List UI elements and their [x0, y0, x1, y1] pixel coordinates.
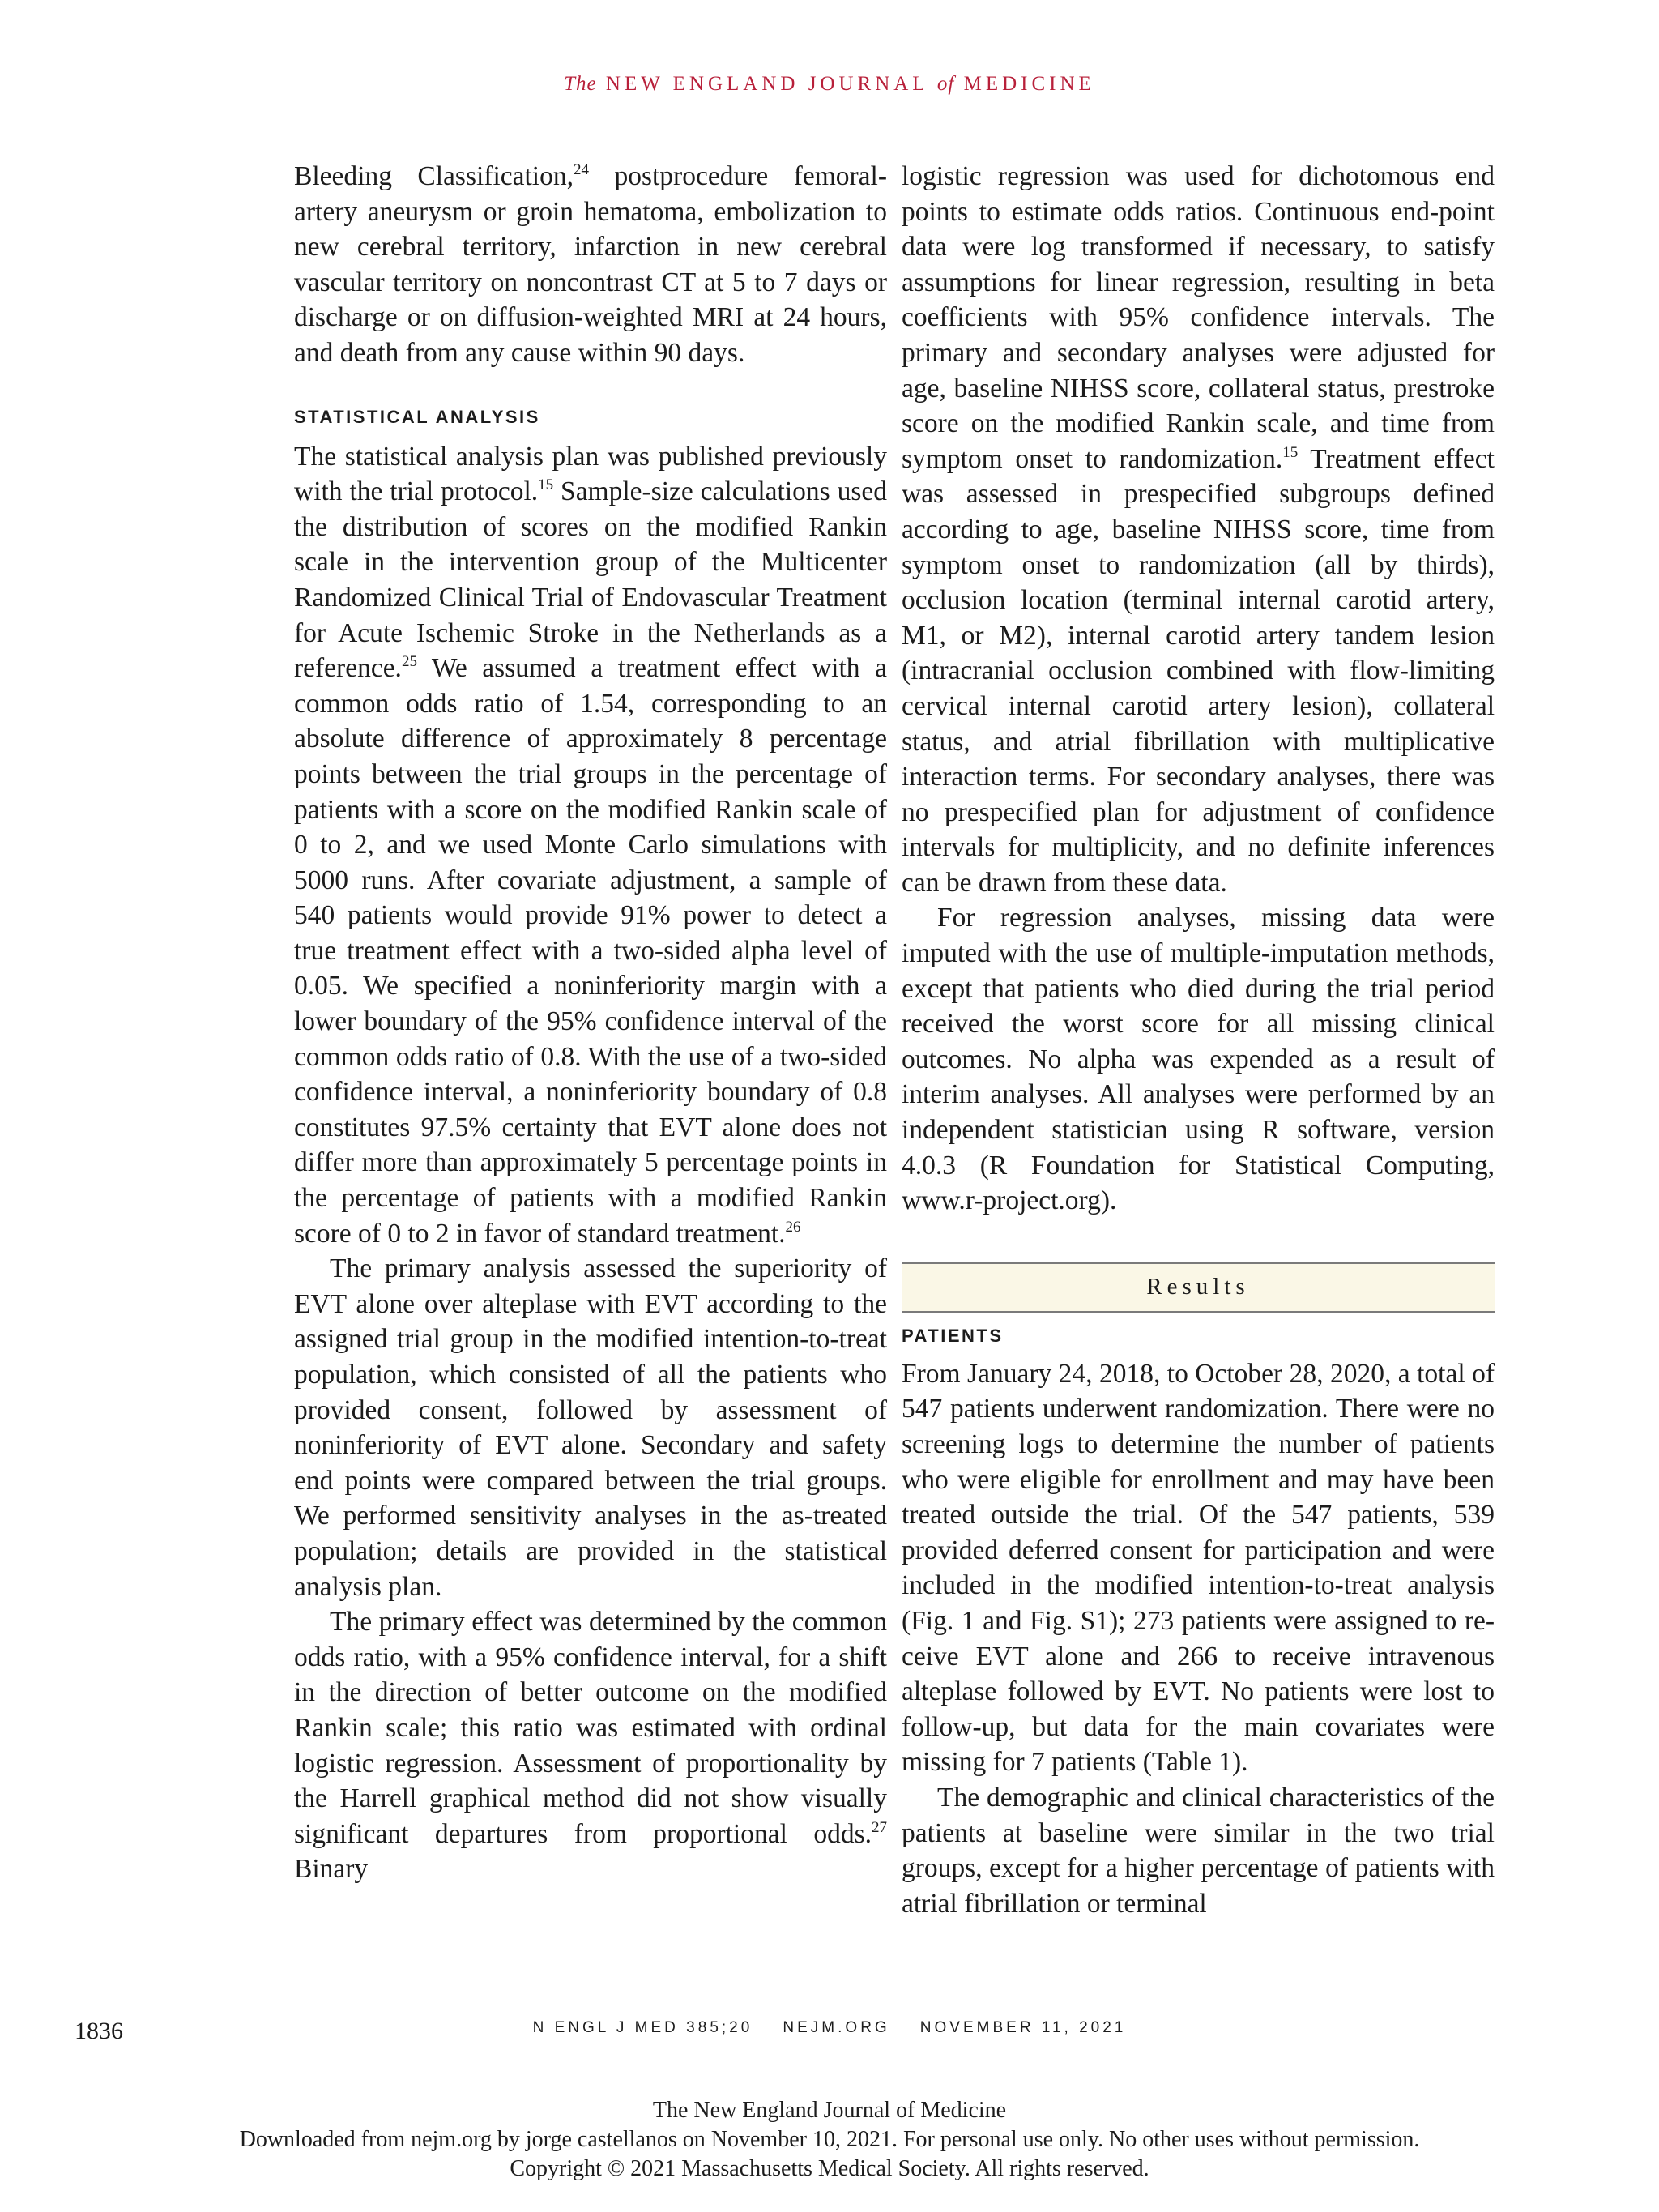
- running-head-of: of: [936, 73, 955, 95]
- paragraph-missing-data: For regression analyses, missing data were imputed with the use of multiple-imputation methods, except that patients who died during the trial period received the worst score for all missing clinical outcomes. No alpha was expended as a result of interim analyses. All analyses were performed by an independent statistician using R software, version 4.0.3 (R Foundation for Statistical Computing, www.r-project.org).: [902, 903, 1495, 1216]
- reference-26: 26: [785, 1218, 801, 1236]
- download-copyright: Copyright © 2021 Massachusetts Medical Society. All rights reserved.: [510, 2156, 1149, 2181]
- text: Treatment effect was assessed in prespecified subgroups defined according to age, baseline NIHSS score, time from symptom onset to randomization (all by thirds), occlusion location (terminal internal carotid artery, M1, or M2), internal carotid artery tandem lesion (intracranial occlusion combined with flow-limiting cervical internal carotid artery lesion), collateral status, and atrial fibrillation with multiplicative interaction terms. For secondary analyses, there was no prespecified plan for adjustment of confidence intervals for multiplicity, and no definite inferences can be drawn from these data.: [902, 443, 1495, 898]
- download-journal-name: The New England Journal of Medicine: [652, 2098, 1007, 2123]
- reference-15: 15: [1282, 443, 1299, 461]
- page-number: 1836: [75, 2018, 123, 2044]
- reference-15: 15: [538, 476, 554, 494]
- paragraph-baseline-characteristics: The demographic and clinical characteristics of the patients at baseline were similar in the two trial groups, except for a higher percentage of patients with atrial fibrillation or terminal: [902, 1782, 1495, 1919]
- reference-27: 27: [872, 1818, 887, 1836]
- paragraph-primary-effect: [294, 1604, 887, 1887]
- running-head: [0, 73, 1659, 96]
- paragraph-logistic-regression: [902, 159, 1495, 900]
- paragraph-statistical-plan: [294, 439, 887, 1252]
- text: The statistical analysis plan was published previously with the trial protocol.: [294, 441, 887, 507]
- running-head-the: The: [564, 73, 597, 95]
- paragraph-primary-analysis: The primary analysis assessed the superiority of EVT alone over alteplase with EVT according to the assigned trial group in the modified intention-to-treat population, which consisted of all the patients who provided consent, followed by assessment of noninferiority of EVT alone. Secondary and safety end points were compared between the trial groups. We performed sensitivity analyses in the as-treated population; details are provided in the statistical analysis plan.: [294, 1253, 887, 1602]
- text: postprocedure femoral-artery aneurysm or groin hematoma, embolization to new cerebral territory, infarction in new cerebral vascular territory on noncontrast CT at 5 to 7 days or discharge or on diffusion-weighted MRI at 24 hours, and death from any cause within 90 days.: [294, 161, 887, 368]
- text: logistic regression was used for dichotomous end points to estimate odds ratios. Continuous end-point data were log transformed if necessary, to satisfy assumptions for linear regression, resulting in beta coefficients with 95% confidence intervals. The primary and secondary analyses were adjusted for age, baseline NIHSS score, collateral status, prestroke score on the modified Rankin scale, and time from symptom onset to randomization.: [902, 161, 1495, 474]
- paragraph-patients: From January 24, 2018, to October 28, 2020, a total of 547 patients underwent randomization. There were no screening logs to determine the number of patients who were eligible for enrollment and may have been treated outside the trial. Of the 547 patients, 539 provided deferred consent for participation and were included in the modified intention-to-treat analysis (Fig. 1 and Fig. S1); 273 patients were assigned to receive EVT alone and 266 to receive intravenous alteplase followed by EVT. No patients were lost to follow-up, but data for the main covariates were missing for 7 patients (Table 1).: [902, 1358, 1495, 1778]
- text: Sample-size calculations used the distribution of scores on the modified Rankin scale in the intervention group of the Multicenter Randomized Clinical Trial of Endovascular Treatment for Acute Ischemic Stroke in the Netherlands as a reference.: [294, 476, 887, 684]
- footer-citation: N ENGL J MED 385;20 NEJM.ORG NOVEMBER 11, 2021: [532, 2019, 1127, 2036]
- running-head-medicine: MEDICINE: [963, 73, 1095, 95]
- text: The primary effect was determined by the common odds ratio, with a 95% confidence interval, for a shift in the direction of better outcome on the modified Rankin scale; this ratio was estimated with ordinal logistic regression. Assessment of proportionality by the Harrell graphical method did not show visually significant departures from proportional odds.: [294, 1607, 887, 1849]
- right-column: [902, 159, 1495, 1921]
- reference-25: 25: [401, 653, 417, 671]
- subhead-patients: PATIENTS: [902, 1325, 1004, 1346]
- text: Bleeding Classification,: [294, 161, 574, 191]
- left-column: [294, 159, 887, 1887]
- paragraph-bleeding: [294, 159, 887, 371]
- subhead-statistical-analysis: STATISTICAL ANALYSIS: [294, 406, 540, 427]
- text: Binary: [294, 1854, 369, 1885]
- text: We assumed a treatment effect with a common odds ratio of 1.54, corresponding to an absolute difference of approximately 8 percentage points between the trial groups in the percentage of patients with a score on the modified Rankin scale of 0 to 2, and we used Monte Carlo simulations with 5000 runs. After covariate adjustment, a sample of 540 patients would provide 91% power to detect a true treatment effect with a two-sided alpha level of 0.05. We specified a noninferiority margin with a lower boundary of the 95% confidence interval of the common odds ratio of 0.8. With the use of a two-sided confidence interval, a noninferiority boundary of 0.8 constitutes 97.5% certainty that EVT alone does not differ more than approximately 5 percentage points in the percentage of patients with a modified Rankin score of 0 to 2 in favor of standard treatment.: [294, 653, 887, 1249]
- running-head-journal: NEW ENGLAND JOURNAL: [605, 73, 928, 95]
- reference-24: 24: [574, 161, 589, 178]
- results-heading: Results: [902, 1262, 1495, 1313]
- download-notice: Downloaded from nejm.org by jorge castellanos on November 10, 2021. For personal use only. No other uses without permission.: [239, 2127, 1420, 2152]
